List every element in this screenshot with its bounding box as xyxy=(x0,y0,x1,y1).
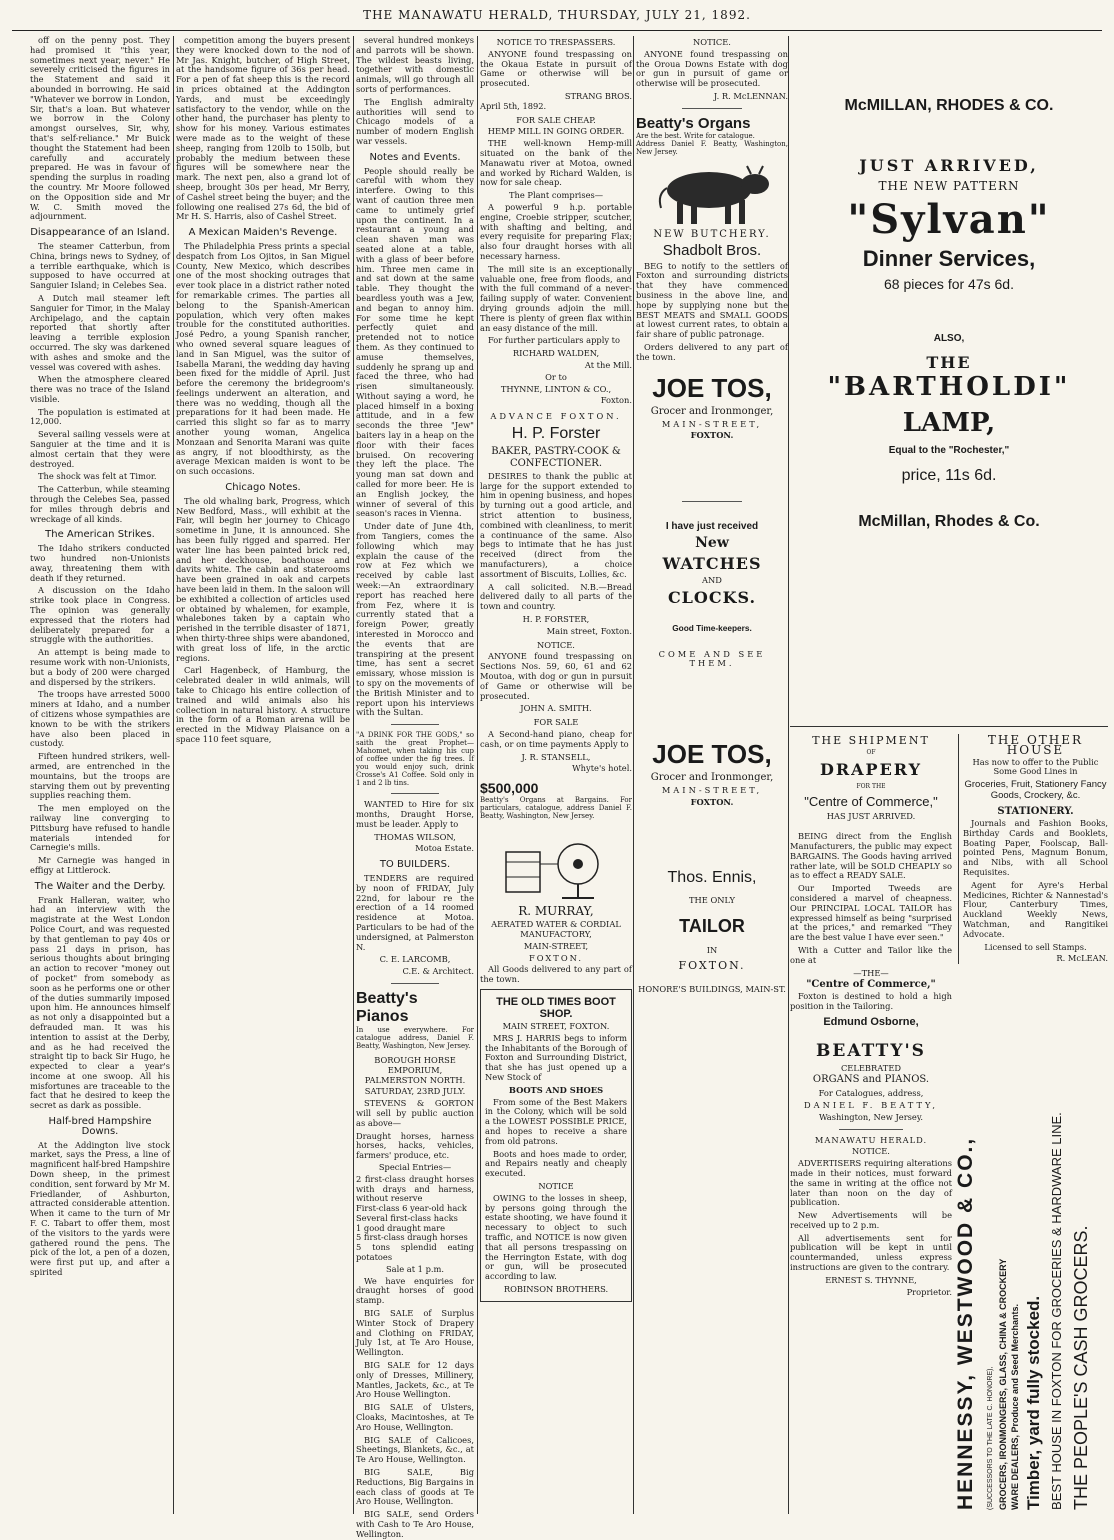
ad-text: Our Imported Tweeds are considered a marvel of cheapness. Our PRINCIPAL LOCAL TAILOR has expressed himself as being "surprised at the prices," and remarked "They are the best value I have ever seen." xyxy=(790,883,952,943)
auction-heading: BOROUGH HORSE EMPORIUM, PALMERSTON NORTH. xyxy=(364,1054,466,1085)
joe-tos-town: FOXTON. xyxy=(690,796,734,807)
ad-signature: ROBINSON BROTHERS. xyxy=(503,1283,609,1294)
column-rule xyxy=(788,36,789,1514)
auction-line: 5 first-class draugh horses xyxy=(356,1232,468,1243)
ad-text: BEING direct from the English Manufacturers, the public may expect BARGAINS. The Goods having arrived rather late, will be SOLD CHEAPLY so as to effect a READY SALE. xyxy=(790,831,952,881)
ad-text: The Plant comprises— xyxy=(508,190,604,201)
ad-heading: NOTICE TO TRESPASSERS. xyxy=(496,37,616,47)
just-arrived: JUST ARRIVED, xyxy=(859,156,1039,175)
auction-line: Draught horses, harness horses, hacks, vehicles, farmers' produce, etc. xyxy=(356,1130,474,1161)
other-house-title: THE OTHER HOUSE xyxy=(987,733,1084,757)
ad-text: BEG to notify to the settlers of Foxton and surrounding districts that they have commenced business in the above line, and hope by supplying none but the BEST MEATS and SMALL GOODS at lowest current rates, to obtain a fair share of public patronage. xyxy=(636,260,788,340)
divider xyxy=(790,726,1108,727)
mcmillan-heading: McMILLAN, RHODES & CO. xyxy=(844,97,1054,114)
big-sale-ad: BIG SALE, Big Reductions, Big Bargains in each class of goods at Te Aro House, Wellington. xyxy=(356,1467,474,1507)
article-paragraph: The troops have arrested 5000 miners at Idaho, and a number of citizens whose sympathies are known to be with the strikers have also been placed in custody. xyxy=(30,689,170,749)
osborne-name: Edmund Osborne, xyxy=(823,1015,919,1028)
just-arrived-note: HAS JUST ARRIVED. xyxy=(826,811,916,822)
article-paragraph: A discussion on the Idaho strike took place in Congress. The opinion was generally expressed that the rioters had deliberately prepared for a struggle with the authorities. xyxy=(30,585,170,645)
beattys-place: Washington, New Jersey. xyxy=(818,1111,924,1122)
forster-name: H. P. Forster xyxy=(511,424,601,442)
article-paragraph: The population is estimated at 12,000. xyxy=(30,406,170,427)
drapery-ad xyxy=(790,734,952,1297)
big-sale-ad: BIG SALE of Ulsters, Cloaks, Macintoshes, at Te Aro House, Wellington. xyxy=(356,1402,474,1432)
article-paragraph: The old whaling bark, Progress, which New Bedford, Mass., will exhibit at the Fair, will begin her journey to Chicago sometime in June, it is announced. She has been fully rigged and sparred. Her water line has been painted brick red, and her deckhouse, boathouse and davits white. The cabin and staterooms have been grained in oak and carpets have been laid in them. In the saloon will be exhibited a collection of articles used or obtained by whalemen, for example, whalebones taken by a captain who perished in the terrible disaster of 1871, when thirty-three ships were abandoned, with great loss of life, in the arctic regions. xyxy=(176,495,350,663)
ad-signature-place: Main street, Foxton. xyxy=(546,625,632,636)
article-paragraph: The Idaho strikers conducted two hundred non-Unionists away, threatening them with death if they returned. xyxy=(30,543,170,583)
ad-signature: THYNNE, LINTON & CO., xyxy=(500,383,612,394)
auction-line: Several first-class hacks xyxy=(356,1212,458,1223)
ad-text: Boots and hoes made to order, and Repairs neatly and cheaply executed. xyxy=(485,1148,627,1179)
ad-text: From some of the Best Makers in the Colony, which will be sold a the LOWEST POSSIBLE PRICE, and hopes to receive a share from old patrons. xyxy=(485,1096,627,1146)
auction-time: Sale at 1 p.m. xyxy=(385,1263,445,1274)
ad-heading: NOTICE. xyxy=(693,37,731,47)
beattys-address: For Catalogues, address, xyxy=(818,1088,924,1099)
beatty-organs-note: Are the best. Write for catalogue. xyxy=(636,131,755,140)
ad-heading: NOTICE. xyxy=(537,639,575,650)
joe-tos-name: JOE TOS, xyxy=(652,739,772,770)
the-label: —THE— xyxy=(853,967,889,978)
ad-signature: H. P. FORSTER, xyxy=(522,614,590,625)
article-heading: The Waiter and the Derby. xyxy=(34,880,166,892)
ad-heading: FOR SALE CHEAP. xyxy=(516,114,596,125)
herald-notice: NOTICE. xyxy=(852,1146,890,1157)
hennessy-title: HENNESSY, WESTWOOD & CO., xyxy=(954,1136,977,1510)
beatty-pianos-title: Beatty's Pianos xyxy=(356,989,418,1025)
article-heading: Chicago Notes. xyxy=(225,482,301,494)
herald-proprietor-role: Proprietor. xyxy=(906,1286,952,1297)
joe-tos-sub: Grocer and Ironmonger, xyxy=(650,405,774,417)
ad-signature-place: At the Mill. xyxy=(584,359,632,370)
article-paragraph: Mr Carnegie was hanged in effigy at Littlerock. xyxy=(30,855,170,875)
shipment-for: FOR THE xyxy=(856,782,886,790)
centre-of-commerce: "Centre of Commerce," xyxy=(804,794,938,810)
herald-title: MANAWATU HERALD. xyxy=(814,1134,928,1145)
masthead: THE MANAWATU HERALD, THURSDAY, JULY 21, 1892. xyxy=(12,8,1102,31)
dinner-services: Dinner Services, xyxy=(862,246,1036,271)
ennis-name: Thos. Ennis, xyxy=(667,868,757,886)
article-paragraph: Several sailing vessels were at Sanguier at the time and it is almost certain that they were destroyed. xyxy=(30,429,170,469)
beattys-goods: ORGANS and PIANOS. xyxy=(812,1074,930,1086)
article-paragraph: The steamer Catterbun, from China, brings news to Sydney, of a terrible earthquake, which is supposed to have occurred at Sanguier Island; in Celebes Sea. xyxy=(30,240,170,291)
wanted-ad: WANTED to Hire for six months, Draught Horse, must be leader. Apply to xyxy=(356,799,474,829)
ad-signature: STRANG BROS. xyxy=(564,90,632,101)
article-paragraph: Frank Halleran, waiter, who had an interview with the magistrate at the West London Police Court, and was requested by that gentleman to pay 40s or pass 21 days in prison, has serious thoughts about bringing an action to recover "money out of pocket" from somebody as soon as he performs one or other of the duties summarily imposed upon him. He announces himself as not only a disappointed but a defrauded man. It was his intention to assist at the Derby, and as he had received the straight tip to back Sir Hugo, he expected to clear a year's income at one swoop. All his misfortunes are traceable to the fact that he desired to keep the secret as dark as possible. xyxy=(30,894,170,1111)
auction-date: SATURDAY, 23RD JULY. xyxy=(364,1086,466,1097)
ad-text: For further particulars apply to xyxy=(488,335,621,346)
column-rule xyxy=(477,36,478,1514)
article-paragraph: An attempt is being made to resume work with non-Unionists, but a body of 200 were charged and dispersed by the strikers. xyxy=(30,647,170,687)
article-paragraph: At the Addington live stock market, says the Press, a line of magnificent half-bred Hampshire Down sheep, in the primest condition, sent forward by Mr M. Friedlander, of Ashburton, attracted considerable attention. When it came to the turn of Mr F. C. Tabart to offer them, most of the visitors to the yards were gathered round the pens. The pick of the lot, a pen of a dozen, were first put up, and after a spirited xyxy=(30,1139,170,1278)
article-paragraph: The English admiralty authorities will send to Chicago models of a number of modern English war vessels. xyxy=(356,96,474,146)
tender-ad-role: C.E. & Architect. xyxy=(402,966,474,977)
divider xyxy=(391,983,438,984)
ad-text: All Goods delivered to any part of the town. xyxy=(480,964,632,985)
column-2 xyxy=(176,36,350,1514)
other-house-ad xyxy=(958,734,1108,964)
forster-top: ADVANCE FOXTON. xyxy=(490,411,622,422)
auction-line: First-class 6 year-old hack xyxy=(356,1203,467,1214)
centre-of-commerce: "Centre of Commerce," xyxy=(806,979,936,991)
ad-text: All advertisements sent for publication will be kept in until countermanded, unless express instructions are given to the contrary. xyxy=(790,1232,952,1273)
joe-tos-street: MAIN-STREET, xyxy=(661,418,763,429)
divider xyxy=(682,501,743,502)
ad-signature-place: Foxton. xyxy=(600,395,632,406)
bartholdi-title: "BARTHOLDI" xyxy=(827,371,1071,402)
hennessy-trades: GROCERS, IRONMONGERS, GLASS, CHINA & CROCKERY xyxy=(998,1258,1008,1510)
come-and-see: COME AND SEE THEM. xyxy=(658,648,766,669)
auction-line: 5 tons splendid eating potatoes xyxy=(356,1242,474,1263)
pieces-price: 68 pieces for 47s 6d. xyxy=(884,276,1014,292)
murray-name: R. MURRAY, xyxy=(518,904,594,919)
ad-text: Or to xyxy=(545,371,567,382)
beatty-organs-title: Beatty's Organs xyxy=(636,114,751,132)
article-paragraph: People should really be careful with whom they interfere. Owing to this want of caution three men came to untimely grief upon the continent. In a restaurant a young and clean shaven man was seated alone at a table, with a glass of beer before him. Three men came in and sat down at the same table. They thought the beardless youth was a Jew, and began to annoy him. For some time he kept perfectly quiet and pretended not to notice them. As they continued to amuse themselves, suddenly he sprang up and faced the three, who had risen simultaneously. Without saying a word, he placed himself in a boxing attitude, and in a few seconds the three "Jew" baiters lay in a heap on the floor with their faces bruised. On recovering they left the place. The young man sat down and called for more beer. He is an English jockey, the winner of several of this season's races in Vienna. xyxy=(356,165,474,519)
mclean-signature: R. McLEAN. xyxy=(1056,953,1108,964)
column-1 xyxy=(30,36,170,1514)
ad-text: DESIRES to thank the public at large for the support extended to him in opening business, and hopes by turning out a good article, and strict attention to business, combined with cleanliness, to merit a continuance of the same. Also begs to intimate that he has just received (direct from the manufacturers), a choice assortment of Biscuits, Lollies, &c. xyxy=(480,470,632,579)
boot-shop-title: THE OLD TIMES BOOT SHOP. xyxy=(496,995,616,1020)
divider xyxy=(391,724,438,725)
beattys-title: BEATTY'S xyxy=(816,1040,926,1061)
beattys-name: DANIEL F. BEATTY, xyxy=(803,1099,939,1110)
murray-sub: AERATED WATER & CORDIAL MANUFACTORY, xyxy=(491,919,621,939)
ad-text: MRS J. HARRIS begs to inform the Inhabitants of the Borough of Foxton and Surrounding District, that she has just opened up a New Stock of xyxy=(485,1032,627,1082)
article-paragraph: When the atmosphere cleared there was no trace of the Island visible. xyxy=(30,374,170,404)
ad-text: ANYONE found trespassing on Sections Nos. 59, 60, 61 and 62 Moutoa, with dog or gun in pursuit of Game or otherwise will be prosecuted. xyxy=(480,651,632,701)
tender-ad: TENDERS are required by noon of FRIDAY, July 22nd, for labour re the erection of a 14 roomed residence at Motoa. Particulars to be had of the undersigned, at Palmerston N. xyxy=(356,872,474,952)
coffee-ad: "A DRINK FOR THE GODS," so saith the great Prophet—Mahomet, when taking his cup of coffee under the fig trees. If you would enjoy such, drink Crosse's A1 Coffee. Sold only in 1 and 2 lb tins. xyxy=(356,731,474,788)
bull-illustration xyxy=(647,158,777,228)
auction-line: Special Entries— xyxy=(378,1161,452,1172)
ad-date: April 5th, 1892. xyxy=(480,100,547,111)
joe-tos-street: MAIN-STREET, xyxy=(661,785,763,796)
article-heading: A Mexican Maiden's Revenge. xyxy=(188,227,338,239)
ennis-town: FOXTON. xyxy=(678,959,746,973)
beatty-price: $500,000 xyxy=(480,780,539,797)
article-paragraph: The shock was felt at Timor. xyxy=(38,471,157,482)
column-rule xyxy=(173,36,174,1514)
herald-proprietor: ERNEST S. THYNNE, xyxy=(825,1274,917,1285)
forster-sub: BAKER, PASTRY-COOK & CONFECTIONER. xyxy=(491,445,621,469)
other-house-goods: Groceries, Fruit, Stationery Fancy Goods, Crockery, &c. xyxy=(964,779,1107,802)
joe-tos-name: JOE TOS, xyxy=(652,372,772,403)
beatty-organs-text: Beatty's Organs at Bargains. For particulars, catalogue, address Daniel F. Beatty, Washington, New Jersey. xyxy=(480,796,632,821)
ennis-in: IN xyxy=(706,944,718,955)
ad-signature: J. R. McLENNAN. xyxy=(713,90,788,101)
hennessy-timber: Timber, yard fully stocked. xyxy=(1024,1295,1043,1510)
ad-text: New Advertisements will be received up to 2 p.m. xyxy=(790,1210,952,1230)
murray-street: MAIN-STREET, xyxy=(523,940,589,951)
ad-signature-place: Whyte's hotel. xyxy=(572,763,632,774)
ad-signature: J. R. STANSELL, xyxy=(521,751,591,762)
machinery-illustration xyxy=(496,822,616,902)
boot-shop-ad xyxy=(480,989,632,1302)
joe-tos-town: FOXTON. xyxy=(690,430,734,441)
ad-text: Orders delivered to any part of the town. xyxy=(636,341,788,362)
column-rule xyxy=(633,36,634,1514)
article-paragraph: A Dutch mail steamer left Sanguier for Timor, in the Malay Archipelago, and the captain reported that shortly after leaving a terrible explosion occurred. The sky was darkened with ashes and smoke and the vessel was covered with ashes. xyxy=(30,292,170,372)
article-paragraph: The Philadelphia Press prints a special despatch from Los Ojitos, in San Miguel County, New Mexico, which describes one of the most shocking outrages that ever took place in a district rather noted for remarkable crimes. The parties all belong to the Spanish-American population, which very often makes trouble for the constituted authorities. José Pedro, a young Spanish rancher, who owned several square leagues of land in San Miguel, was the suitor of Isabella Marani, the wedding day having been fixed for the middle of April. Just before the ceremony the bridegroom's feelings underwent an alteration, and there was no wedding, though all the preparations for it had been made. He carried this slight so far as to marry another young woman, Angelica Monzaan and Senorita Marani was quite as angry, if not bloodthirsty, as the average Mexican maiden is wont to be on such occasions. xyxy=(176,240,350,477)
hennessy-dealers: WARE DEALERS, Produce and Seed Merchants. xyxy=(1010,1303,1020,1510)
stamps-note: Licensed to sell Stamps. xyxy=(984,941,1087,952)
article-heading: Notes and Events. xyxy=(369,151,461,163)
ad-text: A powerful 9 h.p. portable engine, Croebie stripper, scutcher, with shafting and belting, and every requisite for preparing Flax; also four draught horses with all necessary harness. xyxy=(480,201,632,261)
lamp-price: price, 11s 6d. xyxy=(901,467,997,485)
butchery-heading: NEW BUTCHERY. xyxy=(653,228,771,240)
boot-shop-goods: BOOTS AND SHOES xyxy=(508,1084,604,1095)
hennessy-successors: (SUCCESSORS TO THE LATE C. HONORE), xyxy=(987,1366,994,1510)
watches-intro: I have just received xyxy=(665,521,759,533)
divider xyxy=(682,108,743,109)
column-5 xyxy=(636,36,788,1514)
column-3 xyxy=(356,35,474,1539)
auction-line: 1 good draught mare xyxy=(356,1222,446,1233)
also-label: ALSO, xyxy=(933,333,965,344)
article-paragraph: several hundred monkeys and parrots will be shown. The wildest beasts living, together with domestic animals, will go through all sorts of performances. xyxy=(356,35,474,94)
article-paragraph: Carl Hagenbeck, of Hamburg, the celebrated dealer in wild animals, will take to Chicago his entire collection of trained and wild animals also his collection in natural history. A structure in the form of a Roman arena will be erected in the Midway Plaisance on a space 110 feet square, xyxy=(176,665,350,744)
article-heading: Disappearance of an Island. xyxy=(30,227,170,239)
auction-enquiries: We have enquiries for draught horses of good stamp. xyxy=(356,1275,474,1306)
auction-line: 2 first-class draught horses with drays and harness, without reserve xyxy=(356,1173,474,1204)
beattys-sub: CELEBRATED xyxy=(840,1062,902,1073)
ennis-only: THE ONLY xyxy=(689,894,735,905)
ad-signature: JOHN A. SMITH. xyxy=(520,703,592,714)
timekeepers: Good Time-keepers. xyxy=(672,622,752,633)
column-4 xyxy=(480,36,632,1514)
shipment-of: OF xyxy=(866,748,876,756)
divider xyxy=(839,1129,904,1130)
other-house-intro: Has now to offer to the Public Some Good Lines in xyxy=(972,756,1099,777)
watches-title: WATCHES xyxy=(662,553,762,573)
divider xyxy=(391,793,438,794)
drapery-title: DRAPERY xyxy=(819,759,923,779)
ad-text: ANYONE found trespassing on the Okaua Estate in pursuit of Game or otherwise will be prosecuted. xyxy=(480,48,632,89)
beatty-pianos-text: In use everywhere. For catalogue address, Daniel F. Beatty, Washington, New Jersey. xyxy=(356,1025,474,1050)
ad-text: ANYONE found trespassing on the Oroua Downs Estate with dog or gun in pursuit of game or otherwise will be prosecuted. xyxy=(636,48,788,89)
clocks-title: CLOCKS. xyxy=(667,587,757,607)
ennis-address: HONORE'S BUILDINGS, MAIN-ST. xyxy=(638,984,786,995)
ad-text: OWING to the losses in sheep, by persons going through the estate shooting, we have found it necessary to object to such traffic, and NOTICE is now given that all persons trespassing on the Herrington Estate, with dog or gun, will be prosecuted according to law. xyxy=(485,1192,627,1282)
article-paragraph: The men employed on the railway line converging to Pittsburg have refused to handle materials intended for Carnegie's mills. xyxy=(30,803,170,853)
ad-text: A call solicited. N.B.—Bread delivered daily to all parts of the town and country. xyxy=(480,581,632,612)
article-paragraph: competition among the buyers present they were knocked down to the nod of Mr Jas. Knight, butcher, of High Street, at the handsome figure of 36s per head. For a pen of fat sheep this is the record in prices obtained at the Addington Yards, and must be exceedingly satisfactory to the vendor, while on the other hand, the purchaser has plenty to show for his money. Various estimates were made as to the weight of these sheep, ranging from 120lb to 150lb, but probably the medium between these figures will be somewhere near the mark. The next pen, also a grand lot of sheep, brought 30s per head, Mr Berry, of Cashel street being the buyer; and the following one realised 27s 6d, the bid of Mr H. S. Harris, also of Cashel Street. xyxy=(176,35,350,222)
ad-heading: NOTICE xyxy=(538,1180,574,1191)
ad-heading: FOR SALE xyxy=(533,717,579,728)
wanted-ad-address: Motoa Estate. xyxy=(415,843,474,854)
article-paragraph: off on the penny post. They had promised it "this year, sometimes next year, never." He severely criticised the figures in the Statement and said it abounded in borrowing. He said "Whatever we borrow in London, Sir, that's a loan. But whatever we borrow in the Colony amongst ourselves, Sir, why, that's self-reliance." Mr Buick thought the Statement had been carefully and accurately prepared. He was in favour of spending the surplus in roading the country. Mr Moore followed on the Opposition side and Mr W. C. Smith moved the adjournment. xyxy=(30,35,170,222)
wanted-ad-name: THOMAS WILSON, xyxy=(374,831,456,842)
beatty-organs-address: Address Daniel F. Beatty, Washington, New Jersey. xyxy=(636,139,788,156)
murray-town: FOXTON. xyxy=(528,952,584,963)
ad-text: With a Cutter and Tailor like the one at xyxy=(790,944,952,965)
ad-text: ADVERTISERS requiring alterations made in their notices, must forward the same in writing at the office not later than noon on the day of publication. xyxy=(790,1158,952,1208)
joe-tos-sub: Grocer and Ironmonger, xyxy=(650,772,774,784)
ad-subheading: HEMP MILL IN GOING ORDER. xyxy=(487,126,625,137)
ennis-tailor: TAILOR xyxy=(679,915,745,936)
tender-ad-name: C. E. LARCOMB, xyxy=(379,954,451,965)
hennessy-best-house: BEST HOUSE IN FOXTON FOR GROCERIES & HARDWARE LINE. xyxy=(1049,1112,1064,1510)
boot-shop-street: MAIN STREET, FOXTON. xyxy=(502,1020,610,1031)
big-sale-ad: BIG SALE of Surplus Winter Stock of Drapery and Clothing on FRIDAY, July 1st, at Te Aro House, Wellington. xyxy=(356,1308,474,1358)
ad-heading: TO BUILDERS. xyxy=(379,859,451,871)
shipment-title: THE SHIPMENT xyxy=(812,734,930,747)
watches-new: New xyxy=(695,534,729,551)
sylvan-title: "Sylvan" xyxy=(847,196,1051,243)
stationery-title: STATIONERY. xyxy=(997,806,1074,818)
hennessy-cash-grocers: THE PEOPLE'S CASH GROCERS. xyxy=(1071,1225,1091,1510)
lamp-title: LAMP, xyxy=(902,407,996,438)
ad-text: The mill site is an exceptionally valuable one, free from floods, and with the full command of a never-failing supply of water. Convenient drying grounds adjoin the mill. There is plenty of green flax within an easy distance of the mill. xyxy=(480,263,632,333)
article-heading: The American Strikes. xyxy=(45,529,155,541)
ad-text: A Second-hand piano, cheap for cash, or on time payments Apply to xyxy=(480,729,632,749)
watches-and: AND xyxy=(702,574,722,585)
hennessy-ad xyxy=(954,1112,1100,1510)
article-paragraph: Fifteen hundred strikers, well-armed, are entrenched in the mountains, but the troops are starving them out by preventing supplies reaching them. xyxy=(30,751,170,801)
article-paragraph: The Catterbun, while steaming through the Celebes Sea, passed for miles through debris and wreckage of all kinds. xyxy=(30,484,170,524)
ad-signature: RICHARD WALDEN, xyxy=(512,348,600,359)
big-sale-ad: BIG SALE of Calicoes, Sheetings, Blankets, &c., at Te Aro House, Wellington. xyxy=(356,1434,474,1465)
ad-text: Foxton is destined to hold a high position in the Tailoring. xyxy=(790,991,952,1011)
big-sale-ad: BIG SALE, send Orders with Cash to Te Aro House, Wellington. xyxy=(356,1509,474,1539)
ad-text: Journals and Fashion Books, Birthday Cards and Booklets, Boating Paper, Foolscap, Ball-pointed Pens, Magnum Bonum, and Nibs, with all School Requisites. xyxy=(963,817,1108,877)
rochester-note: Equal to the "Rochester," xyxy=(888,444,1010,456)
the-label: THE xyxy=(926,352,972,372)
mcmillan-footer: McMillan, Rhodes & Co. xyxy=(858,513,1040,531)
ad-text: Agent for Ayre's Herbal Medicines, Richter & Nannestad's Flour, Canterbury Times, Auckland Weekly News, Watchman, and Rangitikei Advocate. xyxy=(963,879,1108,939)
new-pattern: THE NEW PATTERN xyxy=(878,179,1020,193)
ad-text: THE well-known Hemp-mill situated on the bank of the Manawatu river at Motoa, owned and worked by Richard Walden, is now for sale cheap. xyxy=(480,138,632,188)
column-rule xyxy=(353,36,354,1514)
big-sale-ad: BIG SALE for 12 days only of Dresses, Millinery, Mantles, Jackets, &c., at Te Aro House Wellington. xyxy=(356,1360,474,1400)
article-paragraph: Under date of June 4th, from Tangiers, comes the following which may explain the cause of the row at Fez which we received by cable last week:—An extraordinary report has reached here from Fez, where it is currently stated that a foreign Power, greatly interested in Morocco and the events that are transpiring at the present time, has sent a secret emissary, whose mission is to spy on the movements of the British Minister and to report upon his interviews with the Sultan. xyxy=(356,521,474,718)
shadbolt-name: Shadbolt Bros. xyxy=(662,241,762,259)
article-heading: Half-bred Hampshire Downs. xyxy=(48,1116,152,1137)
auction-text: STEVENS & GORTON will sell by public auction as above— xyxy=(356,1098,474,1128)
